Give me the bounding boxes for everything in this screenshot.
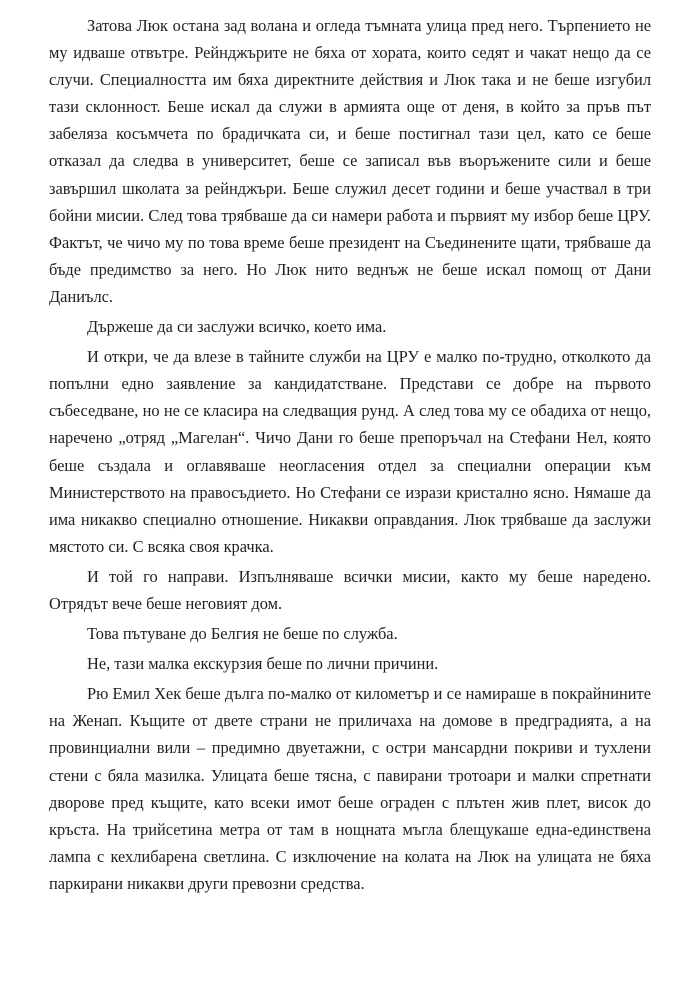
paragraph-1: Затова Люк остана зад волана и огледа тъмната улица пред него. Търпението не му идваше отвътре. Рейнджърите не бяха от хората, които седят и чакат нещо да се случи. Специалността им бяха директните действия и Люк така и не беше изгубил тази склонност. Беше искал да служи в армията още от деня, в който за пръв път забеляза косъмчета по брадичката си, и беше постигнал тази цел, като се беше отказал да следва в университет, беше се записал във въоръжените сили и беше завършил школата за рейнджъри. Беше служил десет години и беше участвал в три бойни мисии. След това трябваше да си намери работа и първият му избор беше ЦРУ. Фактът, че чичо му по това време беше президент на Съединените щати, трябваше да бъде предимство за него. Но Люк нито веднъж не беше искал помощ от Дани Даниълс.: [49, 16, 651, 306]
body-text: [49, 12, 651, 900]
paragraph-5: Това пътуване до Белгия не беше по служба.: [87, 624, 398, 644]
paragraph-7: Рю Емил Хек беше дълга по-малко от километър и се намираше в покрайнините на Женап. Къщите от двете страни не приличаха на домове в предградията, а на провинциални вили – предимно двуетажни, с остри мансардни покриви и тухлени стени с бяла мазилка. Улицата беше тясна, с павирани тротоари и малки спретнати дворове пред къщите, като всеки имот беше ограден с плътен жив плет, висок до кръста. На трийсетина метра от там в нощната мъгла блещукаше една-единствена лампа с кехлибарена светлина. С изключение на колата на Люк на улицата не бяха паркирани никакви други превозни средства.: [49, 684, 651, 893]
paragraph-4: И той го направи. Изпълняваше всички мисии, както му беше наредено. Отрядът вече беше неговият дом.: [49, 566, 651, 613]
paragraph-6: Не, тази малка екскурзия беше по лични причини.: [87, 654, 439, 674]
paragraph-2: Държеше да си заслужи всичко, което има.: [87, 317, 387, 337]
paragraph-3: И откри, че да влезе в тайните служби на ЦРУ е малко по-трудно, отколкото да попълни едно заявление за кандидатстване. Представи се добре на първото събеседване, но не се класира на следващия рунд. А след това му се обадиха от нещо, наречено „отряд „Магелан“. Чичо Дани го беше препоръчал на Стефани Нел, която беше създала и оглавяваше неогласения отдел за специални операции към Министерството на правосъдието. Но Стефани се изрази кристално ясно. Нямаше да има никакво специално отношение. Никакви оправдания. Люк трябваше да заслужи мястото си. С всяка своя крачка.: [49, 347, 651, 556]
